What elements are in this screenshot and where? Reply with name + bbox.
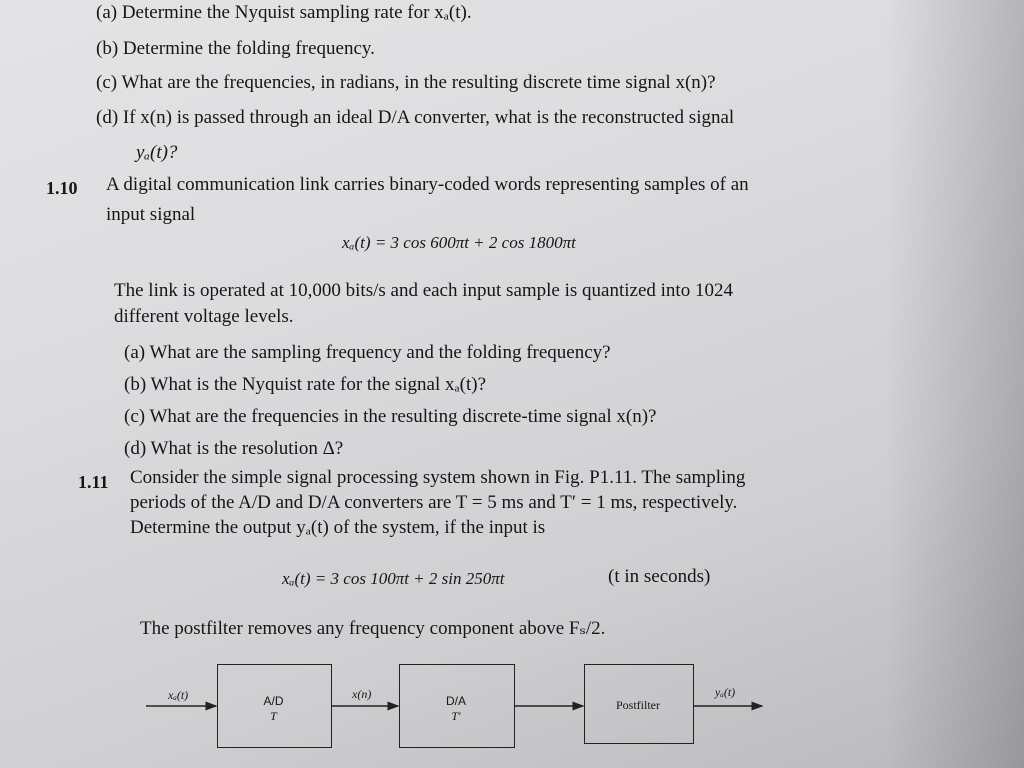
problem-1-11-equation: xₐ(t) = 3 cos 100πt + 2 sin 250πt	[282, 569, 505, 588]
output-signal-label: yₐ(t)	[715, 685, 736, 699]
problem-1-11-line1: Consider the simple signal processing system shown in Fig. P1.11. The sampling	[130, 467, 746, 488]
problem-1-10-item-c: (c) What are the frequencies in the resulting discrete-time signal x(n)?	[124, 406, 657, 427]
postfilter-label: Postfilter	[616, 698, 660, 712]
problem-number-1-10: 1.10	[46, 178, 78, 198]
problem-1-10-para2: different voltage levels.	[114, 306, 294, 327]
intro-item-a: (a) Determine the Nyquist sampling rate for xₐ(t).	[96, 2, 472, 23]
intro-item-d-cont: yₐ(t)?	[136, 142, 178, 163]
problem-1-10-item-d: (d) What is the resolution Δ?	[124, 438, 344, 459]
xn-label: x(n)	[352, 687, 372, 701]
problem-1-10-line1: A digital communication link carries binary-coded words representing samples of an	[106, 174, 749, 195]
problem-1-10-para1: The link is operated at 10,000 bits/s and each input sample is quantized into 1024	[114, 280, 733, 301]
problem-1-11-line2: periods of the A/D and D/A converters are T = 5 ms and T′ = 1 ms, respectively.	[130, 492, 738, 513]
intro-item-b: (b) Determine the folding frequency.	[96, 38, 375, 59]
intro-item-d: (d) If x(n) is passed through an ideal D/A converter, what is the reconstructed signal	[96, 107, 735, 128]
problem-number-1-11: 1.11	[78, 472, 109, 492]
da-period: T′	[451, 709, 461, 723]
problem-1-10-item-b: (b) What is the Nyquist rate for the signal xₐ(t)?	[124, 374, 487, 395]
problem-1-10-equation: xₐ(t) = 3 cos 600πt + 2 cos 1800πt	[342, 233, 576, 252]
input-signal-label: xₐ(t)	[168, 688, 189, 702]
problem-1-11-equation-note: (t in seconds)	[608, 566, 711, 587]
problem-1-11-line3: Determine the output yₐ(t) of the system, if the input is	[130, 517, 546, 538]
problem-1-11-postfilter-note: The postfilter removes any frequency component above Fₛ/2.	[140, 618, 606, 639]
ad-period: T	[270, 709, 277, 723]
da-label: D/A	[445, 694, 466, 708]
intro-item-c: (c) What are the frequencies, in radians, in the resulting discrete time signal x(n)?	[96, 72, 716, 93]
problem-1-10-line2: input signal	[106, 204, 196, 225]
problem-1-10-item-a: (a) What are the sampling frequency and the folding frequency?	[124, 342, 611, 363]
ad-label: A/D	[263, 694, 284, 708]
